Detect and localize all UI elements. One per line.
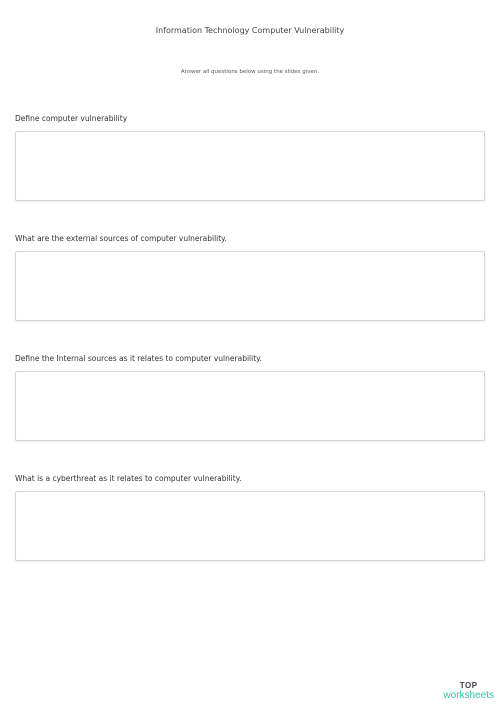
question-1 (15, 114, 485, 201)
logo-top-text: TOP (459, 681, 478, 690)
logo-bottom-text: worksheets (443, 690, 494, 701)
question-2 (15, 234, 485, 321)
answer-box-2[interactable] (15, 251, 485, 321)
answer-box-3[interactable] (15, 371, 485, 441)
worksheet-instructions: Answer all questions below using the slides given. (180, 69, 320, 75)
question-4-label: What is a cyberthreat as it relates to computer vulnerability. (15, 474, 242, 483)
answer-box-1[interactable] (15, 131, 485, 201)
question-2-label: What are the external sources of computer vulnerability. (15, 234, 227, 243)
worksheet-title: Information Technology Computer Vulnerability (155, 26, 345, 35)
question-3 (15, 354, 485, 441)
topworksheets-logo[interactable] (443, 682, 494, 701)
question-3-label: Define the Internal sources as it relates to computer vulnerability. (15, 354, 262, 363)
answer-box-4[interactable] (15, 491, 485, 561)
question-1-label: Define computer vulnerability (15, 114, 128, 123)
question-4 (15, 474, 485, 561)
